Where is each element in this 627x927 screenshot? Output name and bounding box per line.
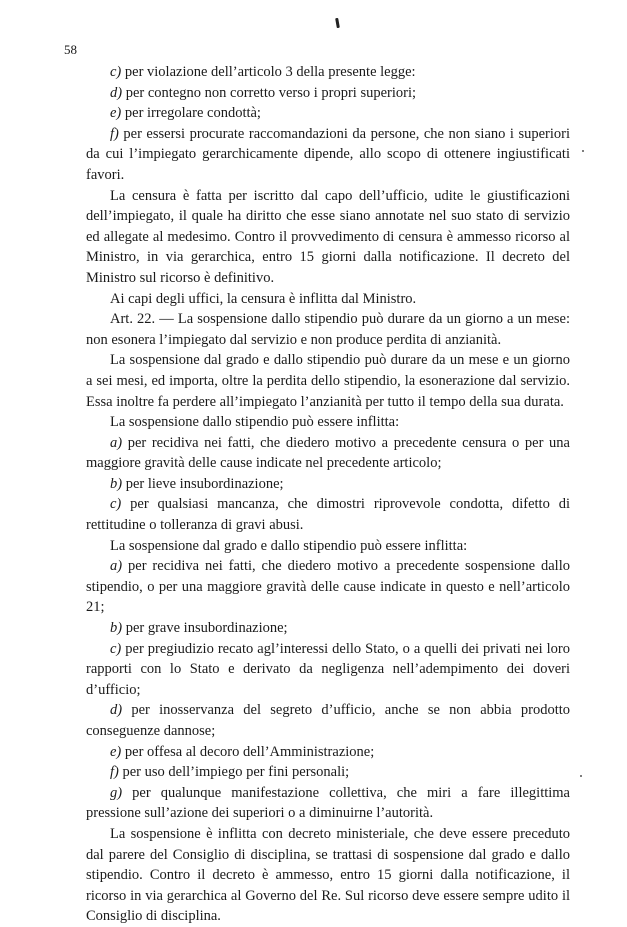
paragraph: [86, 762, 570, 783]
item-letter: c): [110, 496, 122, 513]
item-letter: d): [110, 84, 123, 101]
item-letter: a): [110, 558, 123, 575]
article-paragraph: [86, 309, 570, 350]
item-letter: c): [110, 64, 122, 80]
paragraph: [86, 494, 570, 535]
paragraph-text: La censura è fatta per iscritto dal capo dell’ufficio, udite le giustificazioni dell’impiegato, il quale ha diritto che esse siano annotate nel suo stato di servizio ed allegate al medesimo. Contro il provvedimento di censura è ammesso ricorso al Ministro, in via gerarchica, entro 15 giorni dalla notificazione. Il decreto del Ministro sul ricorso è definitivo.: [86, 187, 570, 286]
paragraph: [86, 62, 570, 83]
paper-speck: [582, 150, 584, 152]
paragraph: [86, 124, 570, 186]
item-letter: e): [110, 743, 122, 760]
item-letter: b): [110, 475, 123, 492]
item-letter: c): [110, 640, 122, 657]
paragraph: [86, 536, 570, 557]
paragraph-text: per recidiva nei fatti, che diedero motivo a precedente censura o per una maggiore gravità delle cause indicate nel precedente articolo;: [86, 434, 570, 472]
paragraph: [86, 433, 570, 474]
paragraph-text: La sospensione dallo stipendio può essere inflitta:: [110, 414, 400, 431]
paragraph: [86, 289, 570, 310]
paragraph: [86, 618, 570, 639]
paragraph-text: per offesa al decoro dell’Amministrazione;: [121, 743, 375, 760]
paper-speck: [580, 775, 582, 777]
paragraph-text: per inosservanza del segreto d’ufficio, anche se non abbia prodotto conseguenze dannose;: [86, 702, 570, 739]
paragraph-text: per violazione dell’articolo 3 della presente legge:: [121, 64, 416, 80]
paragraph-text: per irregolare condottà;: [121, 105, 261, 122]
paragraph: [86, 103, 570, 124]
paragraph-text: per uso dell’impiego per fini personali;: [118, 764, 350, 781]
paragraph: [86, 783, 570, 824]
paragraph: [86, 186, 570, 289]
item-letter: f): [110, 764, 119, 781]
paragraph: [86, 639, 570, 701]
paragraph: [86, 700, 570, 741]
paragraph-text: per qualunque manifestazione collettiva, che miri a fare illegittima pressione sull’azione dei superiori o a diminuirne l’autorità.: [86, 784, 570, 822]
paragraph: [86, 742, 570, 763]
item-letter: f): [110, 125, 119, 142]
paragraph: [86, 556, 570, 618]
paragraph-text: per essersi procurate raccomandazioni da persone, che non siano i superiori da cui l’impiegato gerarchicamente dipende, allo scopo di ottenere ingiustificati favori.: [86, 125, 570, 183]
item-letter: b): [110, 620, 123, 637]
item-letter: e): [110, 105, 122, 122]
paragraph: [86, 83, 570, 104]
paragraph: [86, 412, 570, 433]
item-letter: d): [110, 702, 123, 719]
item-letter: a): [110, 434, 123, 451]
paragraph-text: La sospensione dal grado e dallo stipendio può essere inflitta:: [110, 537, 468, 554]
paragraph-text: per grave insubordinazione;: [122, 620, 288, 637]
ink-mark: [335, 18, 340, 28]
paragraph-text: per recidiva nei fatti, che diedero motivo a precedente sospensione dallo stipendio, o per una maggiore gravità delle cause indicate in questo e nell’articolo 21;: [86, 558, 570, 616]
paragraph: [86, 350, 570, 412]
paragraph-text: La sospensione dal grado e dallo stipendio può durare da un mese e un giorno a sei mesi, ed importa, oltre la perdita dello stipendio, la esonerazione dal servizio. Essa inoltre fa perdere all’impiegato l’anzianità per tutto il tempo della sua durata.: [86, 352, 570, 410]
paragraph: [86, 824, 570, 927]
item-letter: g): [110, 784, 123, 801]
page-number: 58: [64, 42, 77, 57]
paragraph-text: Ai capi degli uffici, la censura è inflitta dal Ministro.: [110, 290, 417, 307]
body-text: [86, 62, 570, 927]
paragraph-text: per lieve insubordinazione;: [122, 475, 284, 492]
paragraph-text: per pregiudizio recato agl’interessi dello Stato, o a quelli dei privati nei loro rapporti con lo Stato e derivato da negligenza nell’adempimento dei doveri d’ufficio;: [86, 640, 570, 698]
paragraph-text: per qualsiasi mancanza, che dimostri riprovevole condotta, difetto di rettitudine o tolleranza di gravi abusi.: [86, 496, 570, 534]
paragraph-text: La sospensione è inflitta con decreto ministeriale, che deve essere preceduto dal parere del Consiglio di disciplina, se trattasi di sospensione dal grado e dallo stipendio. Contro il decreto è ammesso, entro 15 giorni dalla notificazione, il ricorso in via gerarchica al Governo del Re. Sul ricorso deve essere sempre udito il Consiglio di disciplina.: [86, 825, 570, 925]
paragraph-text: Art. 22. — La sospensione dallo stipendio può durare da un giorno a un mese: non esonera l’impiegato dal servizio e non produce perdita di anzianità.: [86, 311, 570, 348]
paragraph-text: per contegno non corretto verso i propri superiori;: [122, 84, 417, 101]
paragraph: [86, 474, 570, 495]
